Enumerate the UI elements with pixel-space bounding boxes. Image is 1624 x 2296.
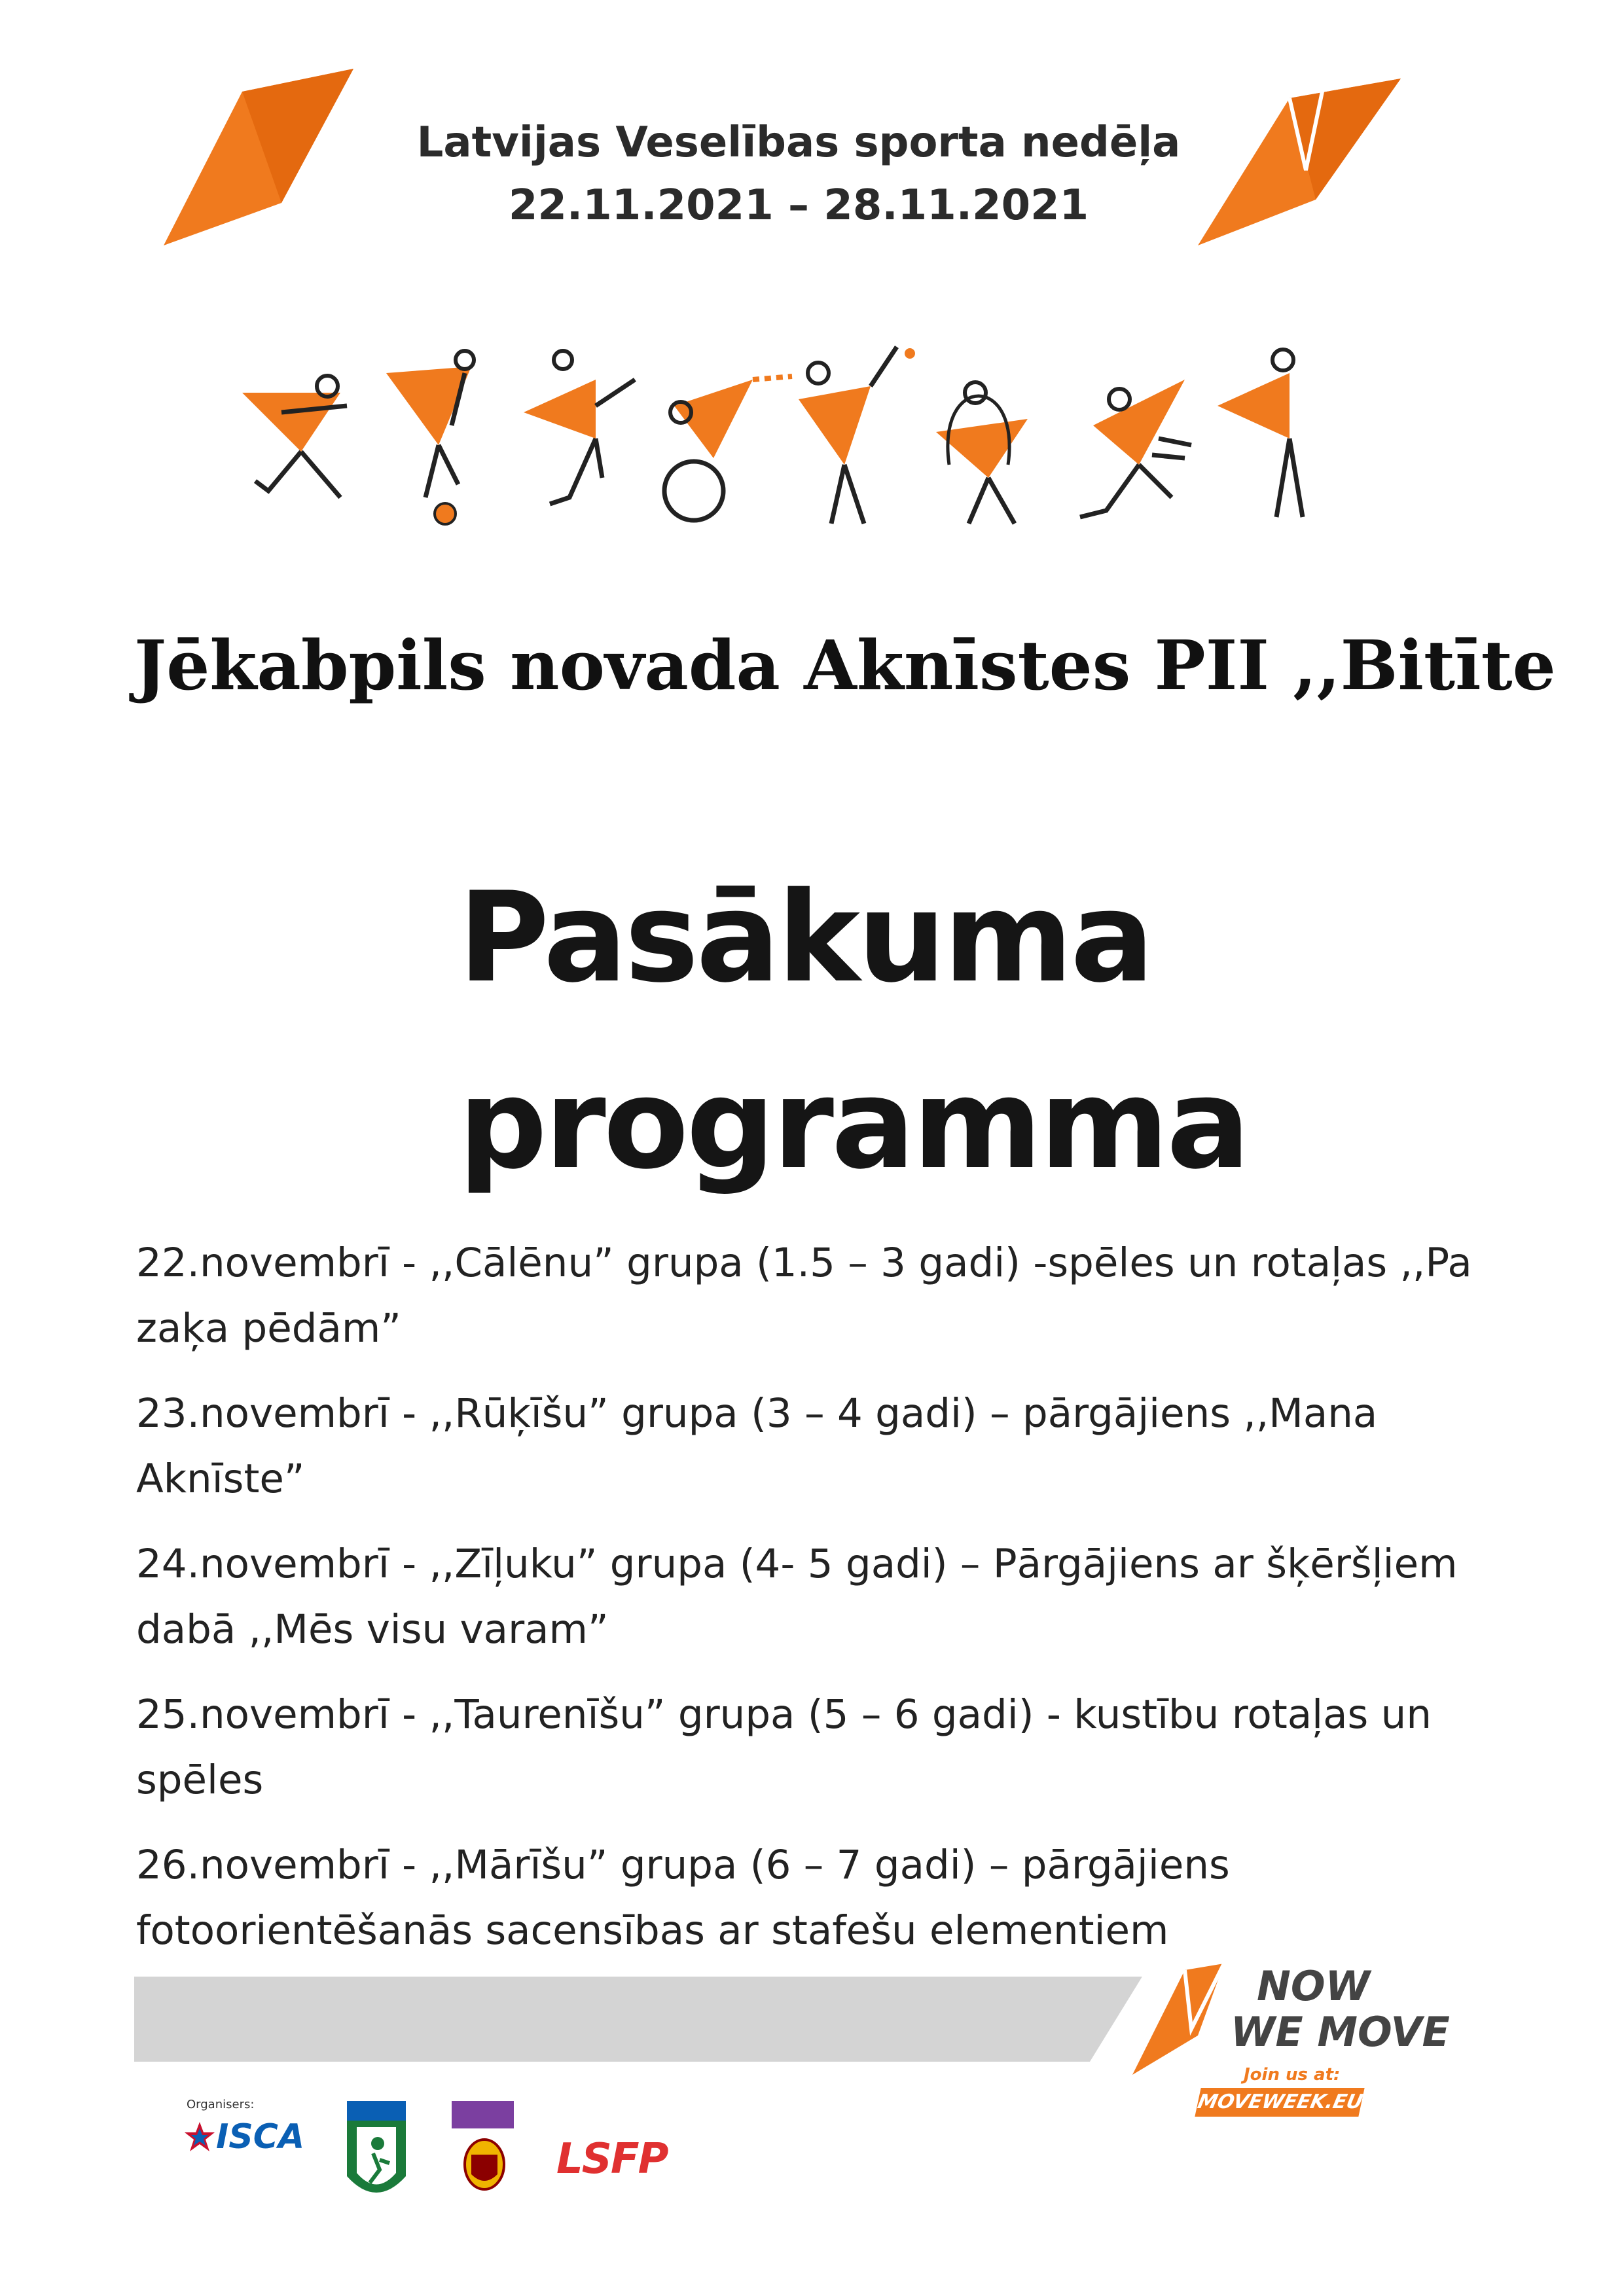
join-text: Join us at: <box>1244 2065 1341 2085</box>
sport-figure-throwing-icon <box>799 347 915 524</box>
schedule-item: 25.novembrī - ,,Taurenīšu” grupa (5 – 6 gadi) - kustību rotaļas un spēles <box>136 1691 1432 1803</box>
now-we-move-logo-icon <box>1126 1957 1231 2081</box>
lsa-shield-icon <box>344 2098 409 2209</box>
schedule-list <box>136 1230 1498 1983</box>
isca-logo-text: ISCA <box>216 2117 305 2157</box>
sport-figure-wheelchair-icon <box>664 376 792 520</box>
orange-flag-right-icon <box>1191 72 1407 249</box>
event-name: Latvijas Veselības sporta nedēļa <box>416 118 1181 167</box>
slogan <box>1231 1964 1450 2055</box>
isca-star-icon <box>183 2121 216 2153</box>
footer-grey-band <box>134 1977 1142 2062</box>
sport-figures-row <box>236 340 1322 530</box>
coat-of-arms-icon <box>452 2135 517 2194</box>
orange-flag-left-icon <box>157 65 367 249</box>
program-title <box>458 844 1248 1217</box>
ministry-logo <box>452 2101 524 2197</box>
schedule-item: 22.novembrī - ,,Cālēnu” grupa (1.5 – 3 gadi) -spēles un rotaļas ,,Pa zaķa pēdām” <box>136 1240 1472 1352</box>
sport-figure-stretching-icon <box>1218 350 1303 517</box>
event-header <box>406 111 1191 237</box>
program-title-line1: Pasākuma <box>458 865 1152 1010</box>
sport-figure-ball-icon <box>386 351 474 524</box>
sport-figure-jumping-rope-icon <box>936 382 1028 524</box>
ministry-color-bar <box>452 2101 514 2128</box>
schedule-item: 24.novembrī - ,,Zīļuku” grupa (4- 5 gadi) – Pārgājiens ar šķēršļiem dabā ,,Mēs visu varam” <box>136 1541 1458 1653</box>
schedule-item: 26.novembrī - ,,Mārīšu” grupa (6 – 7 gadi) – pārgājiens fotoorientēšanās sacensības ar stafešu elementiem <box>136 1842 1230 1954</box>
schedule-item: 23.novembrī - ,,Rūķīšu” grupa (3 – 4 gadi) – pārgājiens ,,Mana Aknīste” <box>136 1390 1378 1502</box>
isca-logo <box>183 2117 304 2157</box>
sport-figure-dancing-icon <box>524 351 635 504</box>
organization-title: Jēkabpils novada Aknīstes PII ,,Bitīte <box>134 625 1556 706</box>
slogan-line2: WE MOVE <box>1231 2008 1450 2056</box>
sport-figure-skating-icon <box>1080 380 1191 517</box>
moveweek-url[interactable]: MOVEWEEK.EU <box>1195 2088 1364 2117</box>
event-dates: 22.11.2021 – 28.11.2021 <box>508 181 1089 230</box>
lsfp-logo <box>556 2135 668 2183</box>
organisers-label: Organisers: <box>187 2098 255 2111</box>
slogan-line1: NOW <box>1257 1962 1370 2010</box>
program-title-line2: programma <box>458 1052 1248 1196</box>
sport-figure-running-icon <box>242 376 347 497</box>
lsfp-logo-text: LSFP <box>556 2135 668 2183</box>
